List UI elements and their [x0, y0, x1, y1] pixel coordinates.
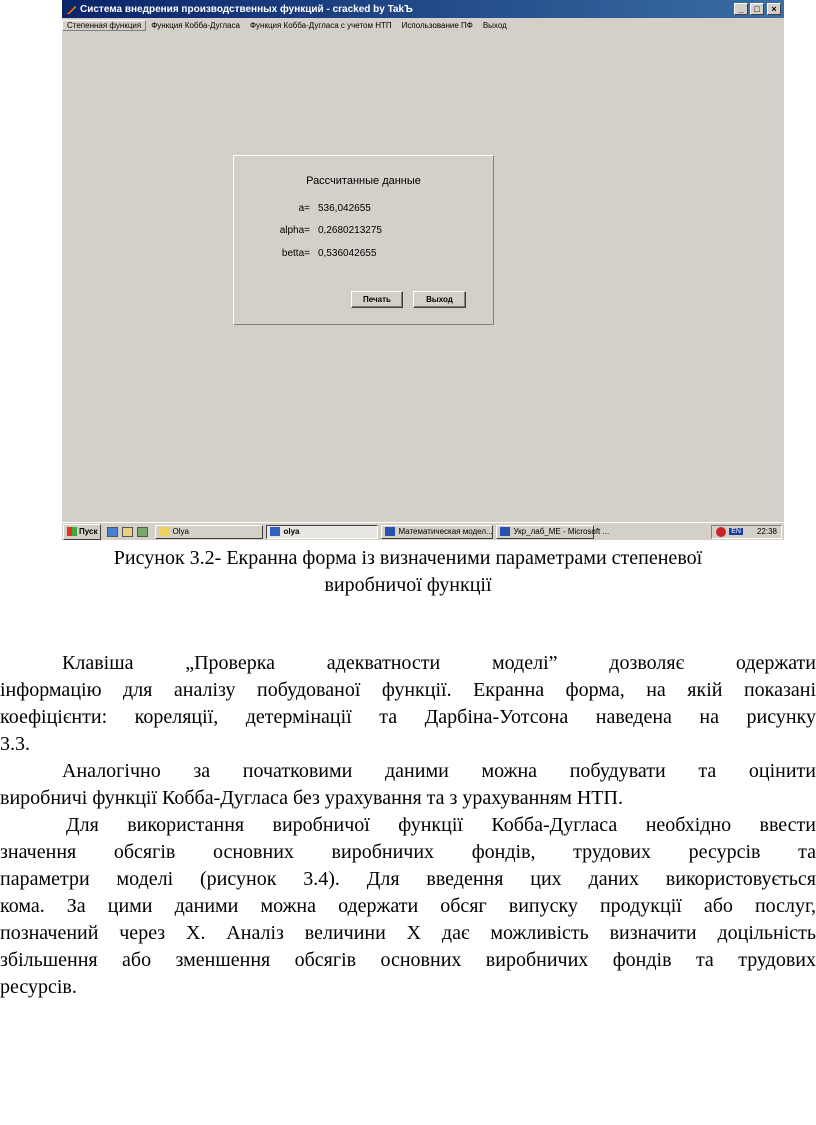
task-olya-folder[interactable]: [155, 525, 263, 539]
result-value: 0,536042655: [318, 248, 377, 259]
text-line: Аналогічно за початковими даними можна побудувати та оцінити: [62, 760, 816, 782]
task-ukr-lab[interactable]: [496, 525, 610, 539]
text-line: значення обсягів основних виробничих фондів, трудових ресурсів та: [0, 841, 816, 863]
results-title: Рассчитанные данные: [306, 175, 421, 187]
text-line: позначений через Х. Аналіз величини Х дає можливість визначити доцільність: [0, 922, 816, 944]
task-label: Olya: [172, 527, 189, 536]
language-indicator[interactable]: EN: [731, 528, 741, 535]
paragraph-3: [0, 812, 816, 1001]
menu-cobb-douglas-ntp[interactable]: Функция Кобба-Дугласа с учетом НТП: [249, 20, 392, 30]
quick-launch: [107, 527, 152, 537]
print-button[interactable]: Печать: [351, 291, 403, 308]
caption-line: виробничої функції: [324, 574, 492, 596]
word-icon: [500, 527, 510, 536]
ie-icon[interactable]: [107, 527, 118, 537]
window-title: Система внедрения производственных функций - cracked by TakЪ: [80, 3, 413, 15]
task-math-model[interactable]: [381, 525, 493, 539]
text-line: Для використання виробничої функції Кобба-Дугласа необхідно ввести: [66, 814, 816, 836]
menu-use-pf[interactable]: Использование ПФ: [401, 20, 473, 30]
tray-app-icon[interactable]: [716, 527, 726, 537]
task-olya-app[interactable]: [266, 525, 378, 539]
explorer-icon[interactable]: [122, 527, 133, 537]
text-line: 3.3.: [0, 733, 30, 755]
result-label: betta=: [281, 248, 310, 259]
task-label: Укр_лаб_ME - Microsoft ...: [513, 527, 610, 536]
text-line: інформацію для аналізу побудованої функції. Екранна форма, на якій показані: [0, 679, 816, 701]
minimize-button[interactable]: _: [734, 3, 748, 15]
text-line: ресурсів.: [0, 976, 77, 998]
system-tray: [711, 525, 782, 539]
text-line: виробничі функції Кобба-Дугласа без урахування та з урахуванням НТП.: [0, 787, 623, 809]
maximize-button[interactable]: □: [750, 3, 764, 15]
word-icon: [385, 527, 395, 536]
text-line: кома. За цими даними можна одержати обсяг випуску продукції або послуг,: [0, 895, 816, 917]
window-titlebar: [62, 0, 784, 18]
close-button[interactable]: ×: [767, 3, 781, 15]
results-panel: [233, 155, 494, 325]
menu-power-function[interactable]: Степенная функция: [62, 20, 146, 31]
figure-caption: [0, 545, 816, 599]
paragraph-2: [0, 758, 816, 812]
menubar: [62, 18, 784, 32]
document-body: [0, 650, 816, 1001]
menu-cobb-douglas[interactable]: Функция Кобба-Дугласа: [151, 20, 240, 30]
result-row-betta: [234, 248, 493, 262]
result-label: alpha=: [279, 225, 310, 236]
menu-exit[interactable]: Выход: [482, 20, 507, 30]
task-label: Математическая модел...: [398, 527, 493, 536]
desktop-icon[interactable]: [137, 527, 148, 537]
result-label: a=: [298, 203, 310, 214]
text-line: параметри моделі (рисунок 3.4). Для введення цих даних використовується: [0, 868, 816, 890]
caption-line: Рисунок 3.2- Екранна форма із визначеними параметрами степеневої: [113, 547, 703, 569]
result-row-alpha: [234, 225, 493, 239]
taskbar: [62, 522, 784, 540]
text-line: збільшення або зменшення обсягів основних виробничих фондів та трудових: [0, 949, 816, 971]
app-feather-icon: [66, 4, 77, 15]
result-value: 0,2680213275: [318, 225, 382, 236]
task-label: olya: [283, 527, 300, 536]
result-value: 536,042655: [318, 203, 371, 214]
start-button[interactable]: [63, 524, 101, 540]
screenshot: [62, 0, 784, 540]
text-line: Клавіша „Проверка адекватности моделі” дозволяє одержати: [62, 652, 816, 674]
paragraph-1: [0, 650, 816, 758]
folder-icon: [159, 527, 169, 536]
start-label: Пуск: [79, 527, 98, 536]
app-icon: [270, 527, 280, 536]
result-row-a: [234, 203, 493, 217]
text-line: коефіцієнти: кореляції, детермінації та Дарбіна-Уотсона наведена на рисунку: [0, 706, 816, 728]
exit-button[interactable]: Выход: [413, 291, 466, 308]
clock: 22:38: [756, 527, 777, 536]
windows-logo-icon: [67, 527, 77, 536]
